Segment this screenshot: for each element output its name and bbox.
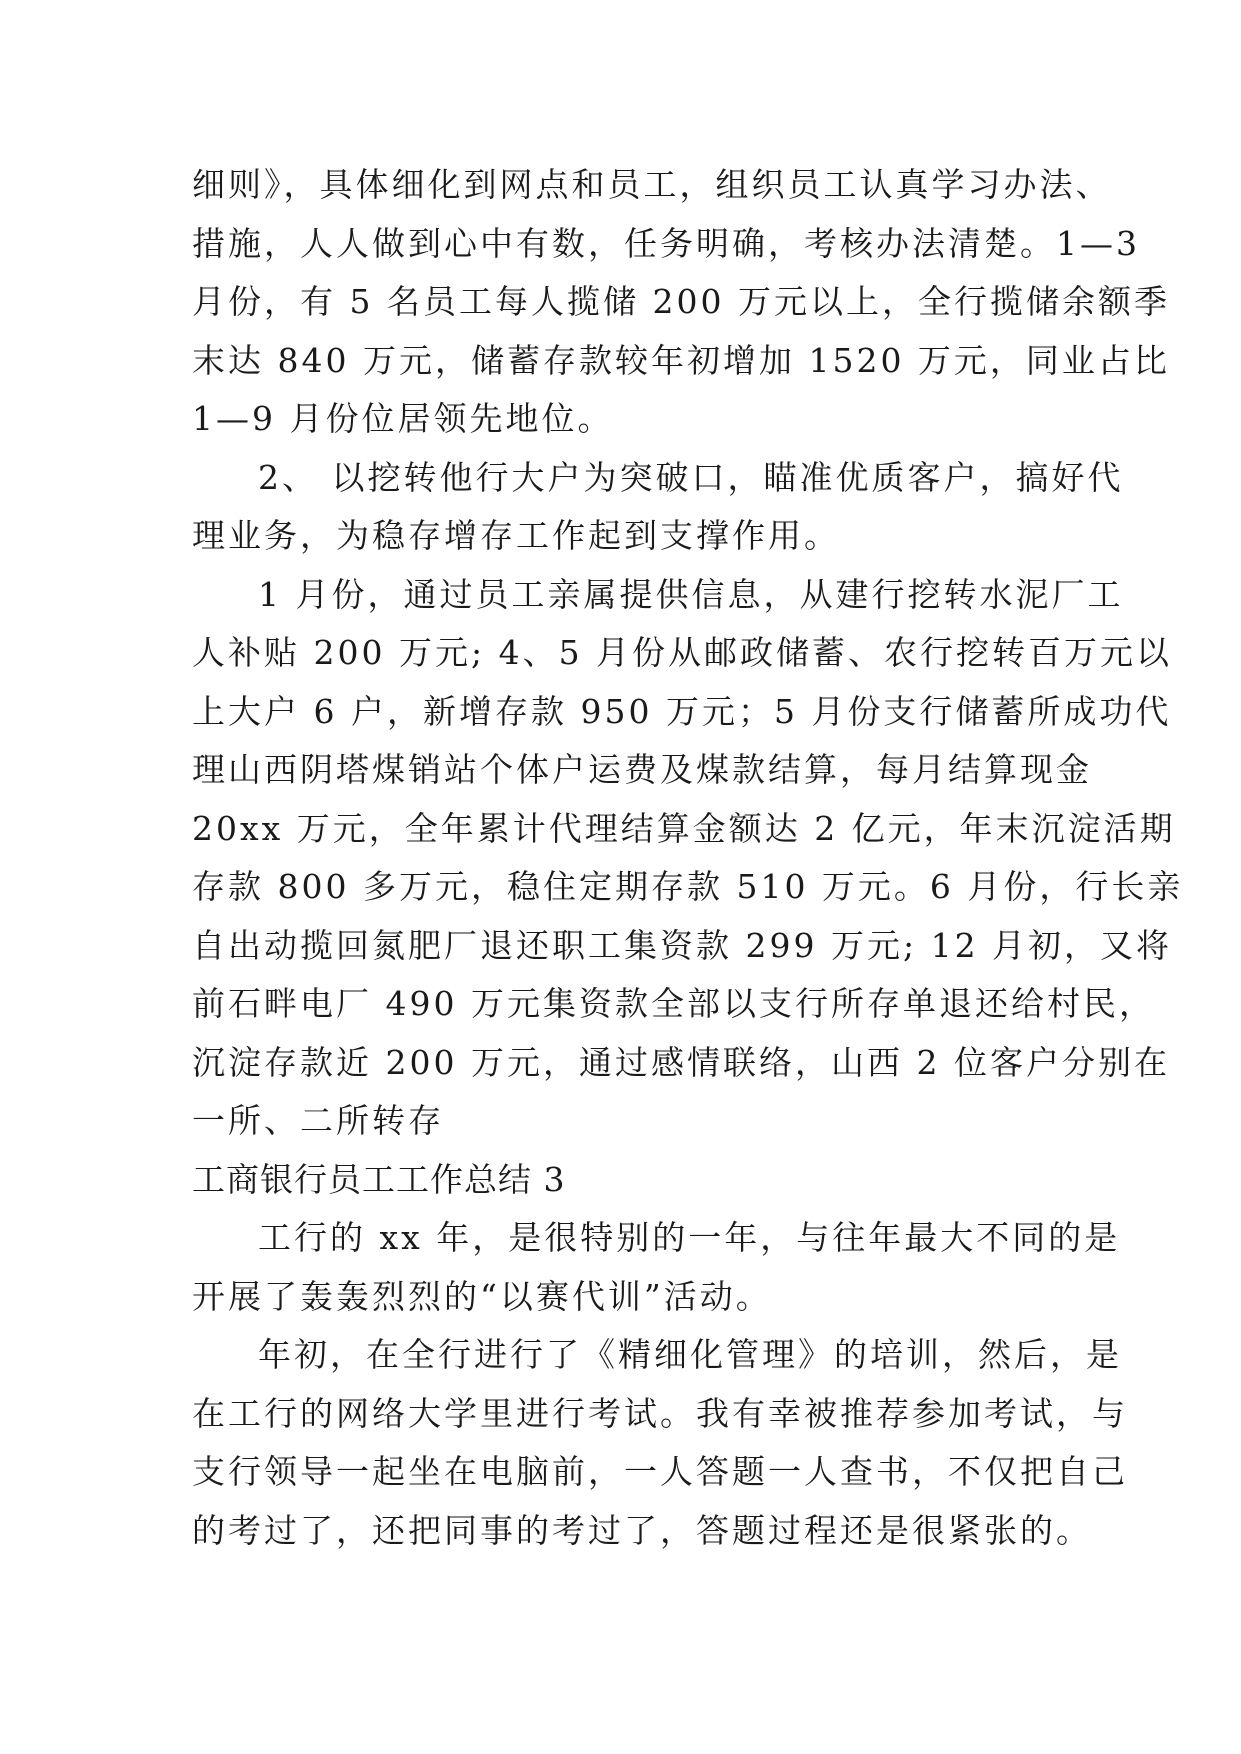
text-line: 细则》，具体细化到网点和员工，组织员工认真学习办法、 xyxy=(192,165,1112,204)
text-line: 前石畔电厂 490 万元集资款全部以支行所存单退还给村民， xyxy=(192,984,1155,1023)
text-line: 理山西阴塔煤销站个体户运费及煤款结算，每月结算现金 xyxy=(192,750,1092,789)
document-body xyxy=(192,156,1184,1560)
text-line: 1—9 月份位居领先地位。 xyxy=(192,399,614,438)
text-line: 存款 800 多万元，稳住定期存款 510 万元。6 月份，行长亲 xyxy=(192,867,1184,906)
text-line: 1 月份，通过员工亲属提供信息，从建行挖转水泥厂工 xyxy=(258,574,1124,614)
text-line: 一所、二所转存 xyxy=(192,1101,444,1140)
text-line: 月份，有 5 名员工每人揽储 200 万元以上，全行揽储余额季 xyxy=(192,282,1170,321)
section-title: 工商银行员工工作总结 3 xyxy=(192,1159,566,1199)
paragraph-item-2 xyxy=(192,449,1124,566)
paragraph-continued xyxy=(192,156,1170,449)
text-line: 措施，人人做到心中有数，任务明确，考核办法清楚。1—3 xyxy=(192,223,1140,263)
text-line: 工行的 xx 年，是很特别的一年，与往年最大不同的是 xyxy=(258,1218,1121,1257)
text-line: 自出动揽回氮肥厂退还职工集资款 299 万元; 12 月初，又将 xyxy=(192,925,1173,965)
text-line: 人补贴 200 万元; 4、5 月份从邮政储蓄、农行挖转百万元以 xyxy=(192,633,1173,672)
text-line: 在工行的网络大学里进行考试。我有幸被推荐参加考试，与 xyxy=(192,1393,1128,1433)
text-line: 开展了轰轰烈烈的“以赛代训”活动。 xyxy=(192,1276,772,1316)
text-line: 沉淀存款近 200 万元，通过感情联络，山西 2 位客户分别在 xyxy=(192,1042,1170,1082)
text-line: 理业务，为稳存增存工作起到支撑作用。 xyxy=(192,516,840,555)
text-line: 末达 840 万元，储蓄存款较年初增加 1520 万元，同业占比 xyxy=(192,340,1170,380)
paragraph-2 xyxy=(192,1326,1128,1560)
text-line: 的考过了，还把同事的考过了，答题过程还是很紧张的。 xyxy=(192,1510,1092,1550)
text-line: 上大户 6 户，新增存款 950 万元；5 月份支行储蓄所成功代 xyxy=(192,691,1172,731)
text-line: 年初，在全行进行了《精细化管理》的培训，然后，是 xyxy=(258,1335,1122,1374)
text-line: 2、 以挖转他行大户为突破口，瞄准优质客户，搞好代 xyxy=(258,457,1124,497)
text-line: 20xx 万元，全年累计代理结算金额达 2 亿元，年末沉淀活期 xyxy=(192,808,1176,848)
paragraph-1 xyxy=(192,1209,1121,1326)
text-line: 支行领导一起坐在电脑前，一人答题一人查书，不仅把自己 xyxy=(192,1452,1128,1491)
paragraph-detail xyxy=(192,566,1184,1151)
